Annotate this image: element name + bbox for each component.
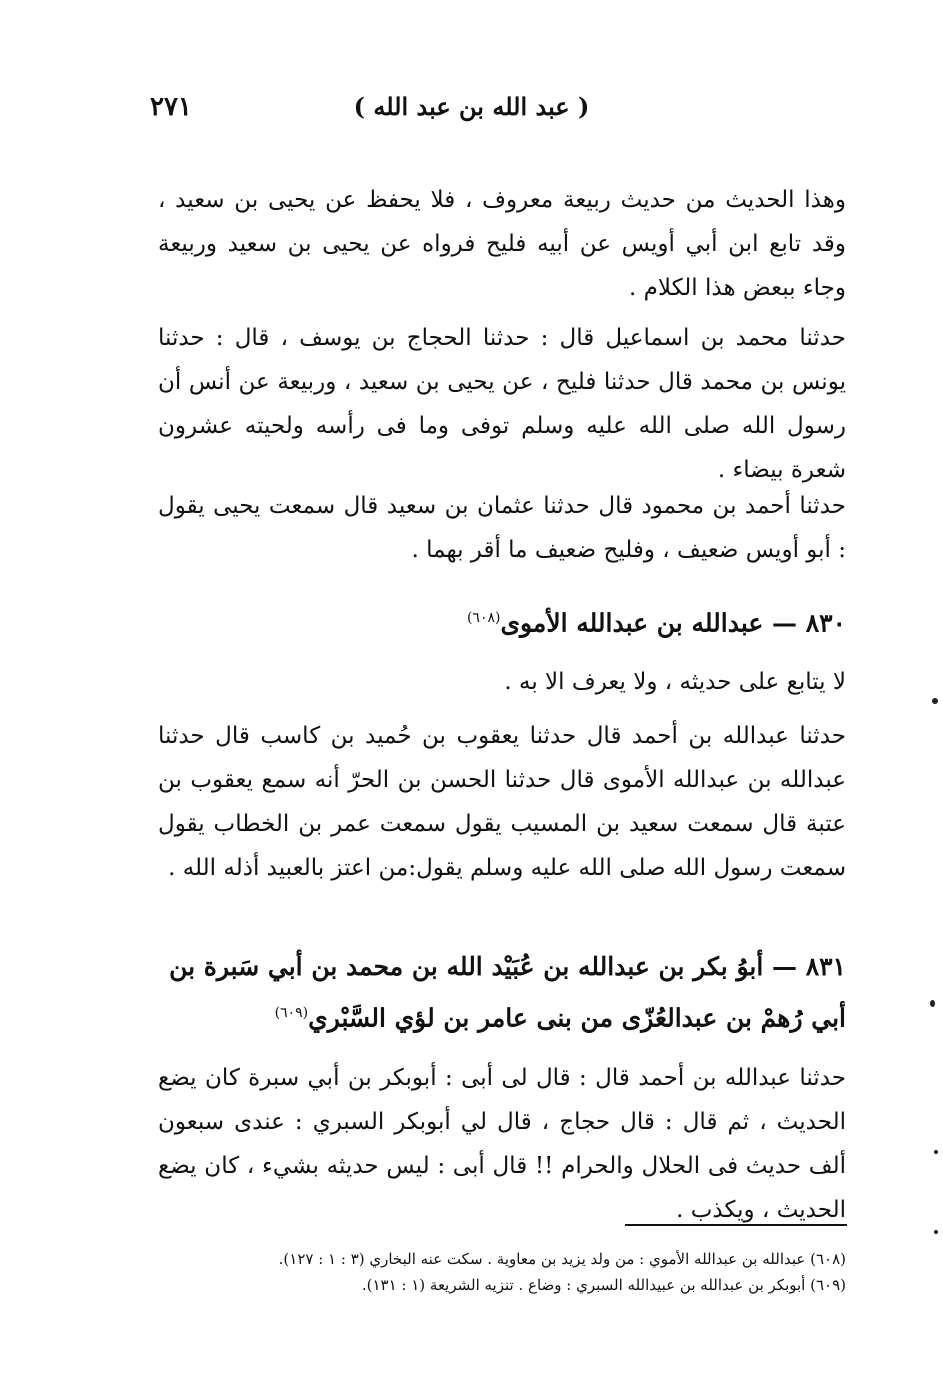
footnotes xyxy=(190,1246,846,1298)
entry-831-body: حدثنا عبدالله بن أحمد قال : قال لى أبى : أبوبكر بن أبي سبرة كان يضع الحديث ، ثم قال : قال حجاج ، قال لي أبوبكر السبري : عندى سبعون ألف حديث فى الحلال والحرام !! قال أبى : ليس حديثه بشيء ، كان يضع الحديث ، ويكذب . xyxy=(158,1065,846,1223)
paragraph-1: وهذا الحديث من حديث ربيعة معروف ، فلا يحفظ عن يحيى بن سعيد ، وقد تابع ابن أبي أويس عن أبيه فليح فرواه عن يحيى بن سعيد وربيعة وجاء ببعض هذا الكلام . xyxy=(158,187,846,301)
scan-speck xyxy=(934,1150,938,1154)
paragraph-2: حدثنا محمد بن اسماعيل قال : حدثنا الحجاج بن يوسف ، قال : حدثنا يونس بن محمد قال حدثنا فليح ، عن يحيى بن سعيد ، وربيعة عن أنس أن رسول الله صلى الله عليه وسلم توفى وما فى رأسه ولحيته عشرون شعرة بيضاء . xyxy=(158,325,846,483)
entry-830-hadith: حدثنا عبدالله بن أحمد قال حدثنا يعقوب بن حُميد بن كاسب قال حدثنا عبدالله بن عبدالله الأموى قال حدثنا الحسن بن الحرّ أنه سمع يعقوب بن عتبة قال سمعت سعيد بن المسيب يقول سمعت عمر بن الخطاب يقول سمعت رسول الله صلى الله عليه وسلم يقول:من اعتز بالعبيد أذله الله . xyxy=(158,723,846,881)
scan-speck xyxy=(930,1000,935,1007)
entry-831-title xyxy=(158,944,846,1041)
footnote-608: (٦٠٨) عبدالله بن عبدالله الأموي : من ولد يزيد بن معاوية . سكت عنه البخاري (٣ : ١ : ١٢٧). xyxy=(278,1250,846,1268)
entry-830-title-text: ٨٣٠ — عبدالله بن عبدالله الأموى xyxy=(500,608,846,638)
footnote-ref-608: (٦٠٨) xyxy=(466,610,501,626)
paragraph-3: حدثنا أحمد بن محمود قال حدثنا عثمان بن سعيد قال سمعت يحيى يقول : أبو أويس ضعيف ، وفليح ضعيف ما أقر بهما . xyxy=(158,493,846,563)
entry-830-note: لا يتابع على حديثه ، ولا يعرف الا به . xyxy=(504,669,846,695)
page-number: ٢٧١ xyxy=(150,92,192,122)
footnote-ref-609: (٦٠٩) xyxy=(274,1005,309,1021)
page-header xyxy=(150,92,793,136)
footnote-609: (٦٠٩) أبوبكر بن عبدالله بن عبيدالله السبري : وضاع . تنزيه الشريعة (١ : ١٣١). xyxy=(361,1276,846,1294)
running-title: ( عبد الله بن عبد الله ) xyxy=(353,92,590,121)
entry-831-title-text: ٨٣١ — أبوُ بكر بن عبدالله بن عُبَيْد الله بن محمد بن أبي سَبرة بن أبي رُهمْ بن عبدالعُزّى من بنى عامر بن لؤي السَّبْري xyxy=(169,952,846,1033)
scan-speck xyxy=(934,1230,938,1234)
entry-830-title xyxy=(158,595,846,646)
footnote-divider xyxy=(625,1224,847,1226)
scan-speck xyxy=(932,698,938,704)
